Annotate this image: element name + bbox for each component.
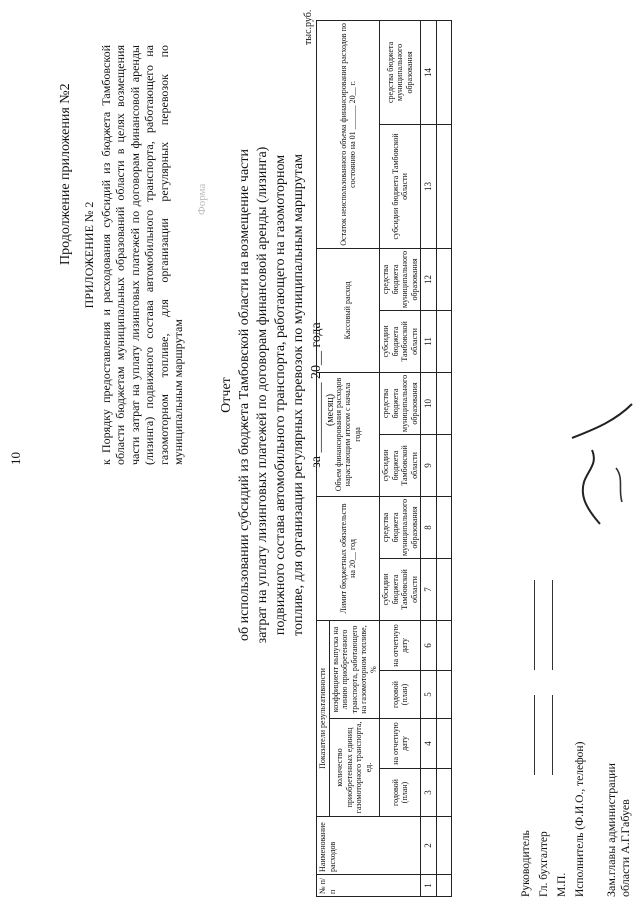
appendix-header (82, 45, 186, 465)
empty-data-row (437, 20, 452, 896)
table-cell (437, 372, 452, 434)
appendix-text: к Порядку предоставления и расходования субсидий из бюджета Тамбовской области бюджетам муниципальных образований области в целях возмещения части затрат на уплату лизинговых платежей по договорам финансовой аренды (лизинга) подвижного состава автомобильного транспорта, работающего на газомоторном топливе, для организации регулярных перевозок по муниципальным маршрутам (98, 45, 185, 465)
table-cell (437, 310, 452, 372)
col-cash-header: Кассовый расход (317, 248, 380, 372)
executor-label: Исполнитель (Ф.И.О., телефон) (574, 741, 586, 897)
col-name-header: Наименование расходов (317, 817, 421, 875)
table-cell (437, 248, 452, 310)
col-volume-header: Объем финансирования расходов нарастающим итогом с начала года (317, 372, 380, 496)
table-cell (437, 769, 452, 817)
col-remainder-header: Остаток неиспользованного объема финансирования расходов по состоянию на 01 ______ 20__ г. (317, 20, 380, 248)
subheader-subsidy: субсидии бюджета Тамбовской области (380, 558, 421, 620)
signature-line (534, 695, 535, 775)
column-number: 13 (421, 124, 437, 248)
column-number: 2 (421, 817, 437, 875)
report-table (316, 20, 452, 897)
table-cell (437, 124, 452, 248)
appendix-title: ПРИЛОЖЕНИЕ № 2 (82, 201, 96, 309)
table-cell (437, 620, 452, 670)
subheader-annual: годовой (план) (380, 769, 421, 817)
period-note: (месяц) (325, 393, 336, 427)
report-subtitle: об использовании субсидий из бюджета Тамбовской области на возмещение части затрат на уплату лизинговых платежей по договорам финансовой аренды (лизинга) подвижного состава автомобильного транспорта, работающего на газомоторном топливе, для организации регулярных перевозок по муниципальным маршрутам (237, 146, 306, 644)
table-cell (437, 671, 452, 719)
subheader-reporting: на отчетную дату (380, 719, 421, 769)
col-limit-header: Лимит бюджетных обязательств на 20__ год (317, 496, 380, 620)
table-header-row (380, 20, 421, 896)
subheader-annual: годовой (план) (380, 671, 421, 719)
deputy-name: области А.Г.Габуев (618, 799, 632, 897)
column-number: 9 (421, 434, 437, 496)
column-number: 11 (421, 310, 437, 372)
subheader-subsidy: субсидии бюджета Тамбовской области (380, 434, 421, 496)
subheader-municipal: средства бюджета муниципального образования (380, 248, 421, 310)
col-coef-header: коэффициент выпуска на линию приобретенного транспорта, работающего на газомоторном топливе, % (329, 620, 380, 718)
table-cell (437, 875, 452, 897)
subheader-municipal: средства бюджета муниципального образования (380, 372, 421, 434)
column-number: 5 (421, 671, 437, 719)
subheader-reporting: на отчетную дату (380, 620, 421, 670)
column-number: 1 (421, 875, 437, 897)
subheader-subsidy: субсидии бюджета Тамбовской области (380, 124, 421, 248)
column-number: 3 (421, 769, 437, 817)
column-number: 14 (421, 20, 437, 124)
column-number: 6 (421, 620, 437, 670)
table-cell (437, 20, 452, 124)
column-number: 7 (421, 558, 437, 620)
signature-line (534, 580, 535, 670)
table-cell (437, 719, 452, 769)
column-number-row (421, 20, 437, 896)
signature-head-label: Руководитель (520, 830, 532, 897)
deputy-position: Зам.главы администрации (604, 763, 618, 897)
table-cell (437, 817, 452, 875)
column-number: 4 (421, 719, 437, 769)
table-cell (437, 496, 452, 558)
signature-accountant-label: Гл. бухгалтер (538, 831, 550, 897)
col-quantity-header: количество приобретенных единиц газомоторного транспорта, ед. (329, 719, 380, 817)
subheader-municipal: средства бюджета муниципального образования (380, 20, 421, 124)
table-cell (437, 434, 452, 496)
signature-line (552, 695, 553, 775)
table-cell (437, 558, 452, 620)
subheader-subsidy: субсидии бюджета Тамбовской области (380, 310, 421, 372)
report-period: за __________ 20__ года (309, 322, 324, 468)
signature-line (552, 580, 553, 670)
deputy-signature (604, 647, 632, 897)
col-indicators-header: Показатели результативности (317, 620, 330, 816)
report-title: Отчет (219, 377, 234, 413)
handwritten-signature (552, 395, 640, 530)
appendix-continuation: Продолжение приложения №2 (58, 83, 73, 265)
units-label: тыс.руб. (303, 9, 314, 45)
subheader-municipal: средства бюджета муниципального образования (380, 496, 421, 558)
column-number: 10 (421, 372, 437, 434)
column-number: 8 (421, 496, 437, 558)
seal-label: М.П. (556, 872, 568, 897)
faint-stamp-mark: Форма (196, 183, 208, 215)
col-number-header: № п/п (317, 875, 421, 897)
page-number: 10 (8, 452, 23, 465)
table-header-row (317, 20, 330, 896)
column-number: 12 (421, 248, 437, 310)
